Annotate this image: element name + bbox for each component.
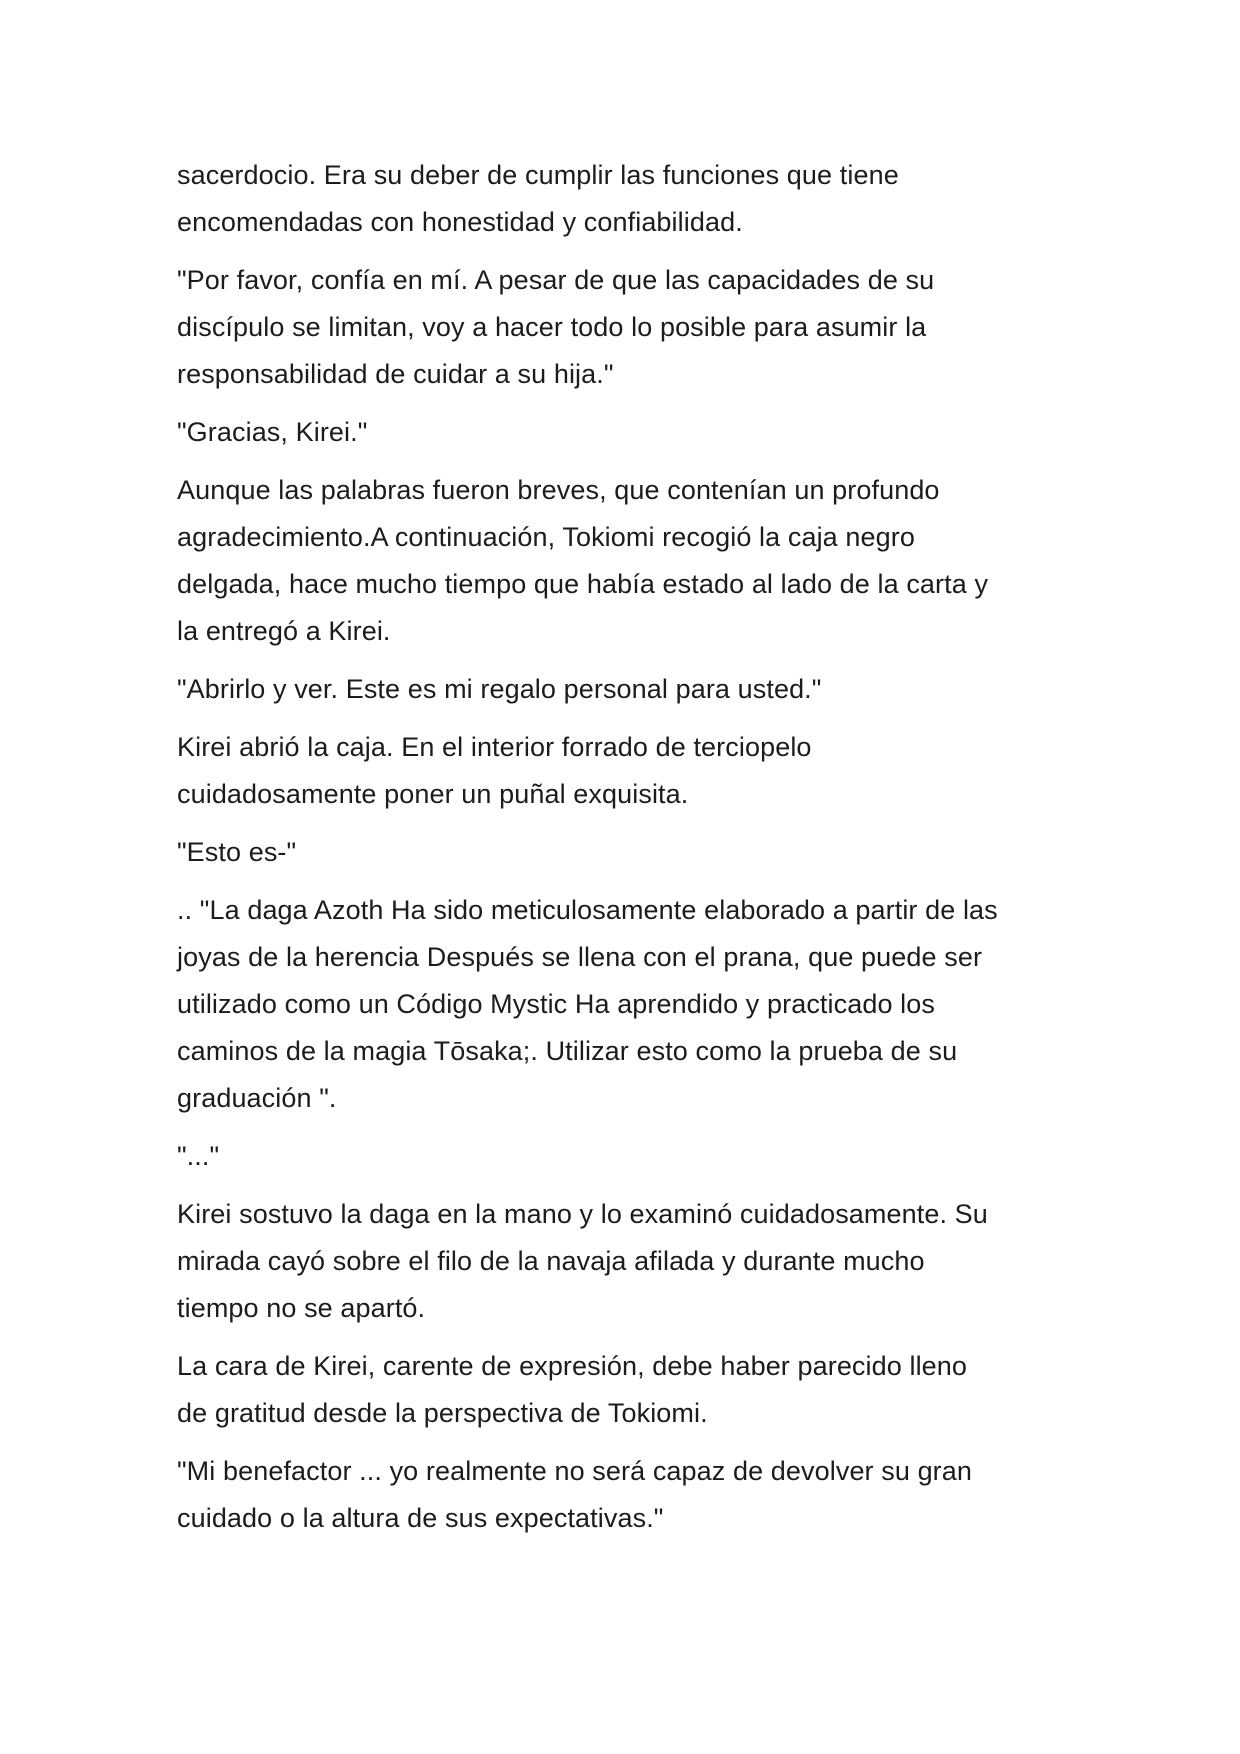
text-line: La cara de Kirei, carente de expresión, debe haber parecido lleno — [177, 1351, 968, 1381]
text-line: .. "La daga Azoth Ha sido meticulosamente elaborado a partir de las — [177, 895, 998, 925]
text-line: encomendadas con honestidad y confiabilidad. — [177, 207, 743, 237]
text-line: de gratitud desde la perspectiva de Tokiomi. — [177, 1398, 708, 1428]
text-line: joyas de la herencia Después se llena con el prana, que puede ser — [177, 942, 983, 972]
text-line: "Mi benefactor ... yo realmente no será capaz de devolver su gran — [177, 1456, 973, 1486]
text-line: cuidado o la altura de sus expectativas." — [177, 1503, 664, 1533]
paragraph-7 — [177, 829, 1077, 876]
paragraph-8 — [177, 887, 1077, 1122]
paragraph-10 — [177, 1191, 1077, 1332]
paragraph-4 — [177, 467, 1077, 655]
text-line: responsabilidad de cuidar a su hija." — [177, 359, 614, 389]
paragraph-1 — [177, 152, 1077, 246]
text-line: discípulo se limitan, voy a hacer todo lo posible para asumir la — [177, 312, 927, 342]
text-line: Kirei sostuvo la daga en la mano y lo examinó cuidadosamente. Su — [177, 1199, 988, 1229]
text-line: "Abrirlo y ver. Este es mi regalo personal para usted." — [177, 674, 822, 704]
text-line: delgada, hace mucho tiempo que había estado al lado de la carta y — [177, 569, 989, 599]
paragraph-9 — [177, 1133, 1077, 1180]
paragraph-5 — [177, 666, 1077, 713]
text-line: agradecimiento.A continuación, Tokiomi recogió la caja negro — [177, 522, 915, 552]
text-line: la entregó a Kirei. — [177, 616, 391, 646]
text-line: graduación ". — [177, 1083, 337, 1113]
text-line: mirada cayó sobre el filo de la navaja afilada y durante mucho — [177, 1246, 925, 1276]
text-line: Aunque las palabras fueron breves, que contenían un profundo — [177, 475, 940, 505]
paragraph-12 — [177, 1448, 1077, 1542]
text-line: "..." — [177, 1141, 220, 1171]
paragraph-2 — [177, 257, 1077, 398]
text-line: sacerdocio. Era su deber de cumplir las funciones que tiene — [177, 160, 899, 190]
document-body — [177, 152, 1077, 1553]
text-line: caminos de la magia Tōsaka;. Utilizar esto como la prueba de su — [177, 1036, 958, 1066]
text-line: "Esto es-" — [177, 837, 297, 867]
text-line: Kirei abrió la caja. En el interior forrado de terciopelo — [177, 732, 812, 762]
text-line: tiempo no se apartó. — [177, 1293, 426, 1323]
paragraph-3 — [177, 409, 1077, 456]
paragraph-11 — [177, 1343, 1077, 1437]
text-line: "Por favor, confía en mí. A pesar de que las capacidades de su — [177, 265, 935, 295]
text-line: "Gracias, Kirei." — [177, 417, 368, 447]
paragraph-6 — [177, 724, 1077, 818]
text-line: cuidadosamente poner un puñal exquisita. — [177, 779, 689, 809]
text-line: utilizado como un Código Mystic Ha aprendido y practicado los — [177, 989, 935, 1019]
